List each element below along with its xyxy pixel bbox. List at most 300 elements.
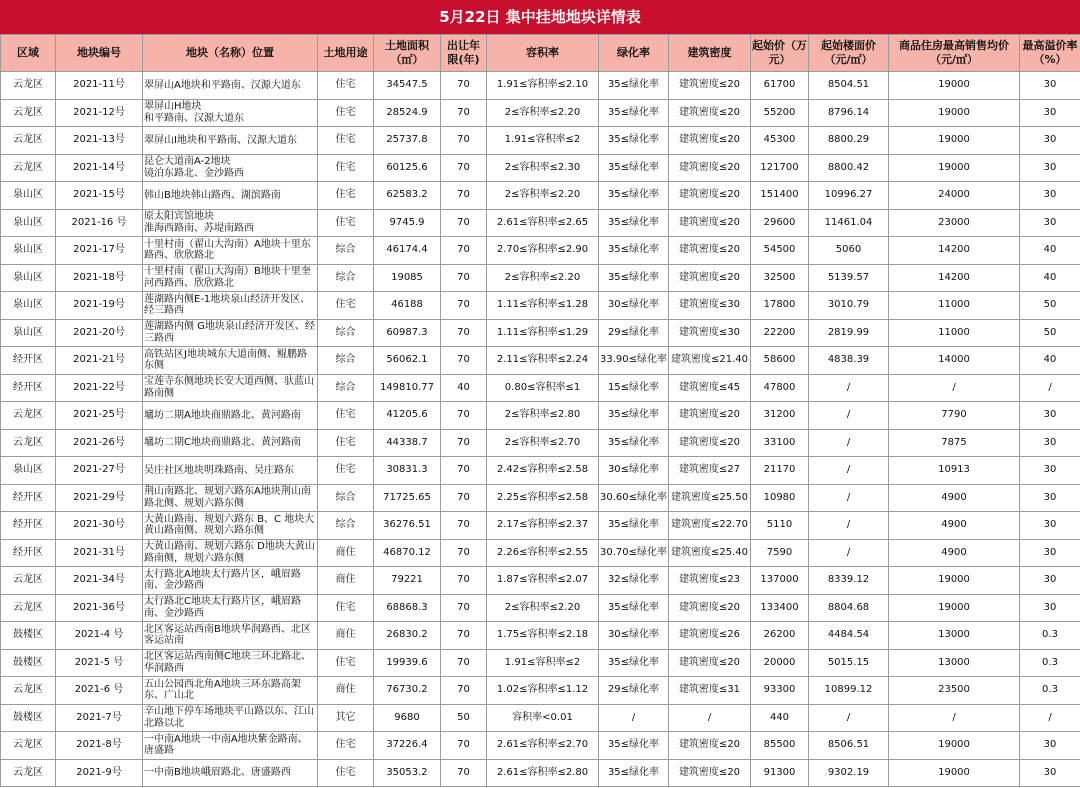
table-cell: / — [809, 512, 889, 540]
table-cell: 19000 — [889, 99, 1020, 127]
table-cell: 2021-27号 — [56, 457, 143, 485]
table-cell: 商住 — [318, 622, 374, 650]
table-cell: 建筑密度≤20 — [669, 759, 751, 787]
table-cell: 建筑密度≤20 — [669, 649, 751, 677]
table-cell: 5110 — [751, 512, 809, 540]
column-header: 地块（名称）位置 — [143, 35, 318, 72]
table-cell: 23500 — [889, 677, 1020, 705]
table-cell: 8504.51 — [809, 72, 889, 100]
table-cell: 云龙区 — [1, 402, 56, 430]
table-cell: 综合 — [318, 484, 374, 512]
table-cell: 79221 — [374, 567, 441, 595]
table-cell: 经开区 — [1, 484, 56, 512]
table-cell: 70 — [441, 127, 487, 155]
table-cell: 2≤容积率≤2.20 — [487, 594, 599, 622]
table-row — [1, 649, 1080, 677]
table-cell: 7790 — [889, 402, 1020, 430]
table-row — [1, 264, 1080, 292]
table-cell: 50 — [1020, 292, 1080, 320]
table-cell: 40 — [441, 374, 487, 402]
table-cell: 23000 — [889, 209, 1020, 237]
table-cell: 35≤绿化率 — [599, 594, 669, 622]
column-header: 起始楼面价（元/㎡） — [809, 35, 889, 72]
table-cell: 建筑密度≤30 — [669, 319, 751, 347]
table-cell: 综合 — [318, 264, 374, 292]
table-cell: 泉山区 — [1, 182, 56, 210]
table-cell: 2≤容积率≤2.20 — [487, 264, 599, 292]
table-cell: 30 — [1020, 209, 1080, 237]
table-cell: 8800.42 — [809, 154, 889, 182]
table-cell: 2021-8号 — [56, 732, 143, 760]
table-row — [1, 374, 1080, 402]
table-cell: 29600 — [751, 209, 809, 237]
table-cell: 壚坊二期C地块商鼎路北、黄河路南 — [143, 429, 318, 457]
table-cell: / — [809, 539, 889, 567]
table-cell: 翠屏山A地块和平路南、汉源大道东 — [143, 72, 318, 100]
table-row — [1, 622, 1080, 650]
table-row — [1, 237, 1080, 265]
table-cell: 8796.14 — [809, 99, 889, 127]
table-cell: 一中南B地块峨眉路北、唐盛路西 — [143, 759, 318, 787]
land-parcel-table — [0, 34, 1080, 787]
table-cell: 7875 — [889, 429, 1020, 457]
table-cell: 19000 — [889, 732, 1020, 760]
table-cell: 0.3 — [1020, 649, 1080, 677]
table-cell: 2≤容积率≤2.20 — [487, 99, 599, 127]
table-cell: 21170 — [751, 457, 809, 485]
table-cell: 综合 — [318, 347, 374, 375]
table-row — [1, 154, 1080, 182]
table-cell: 壚坊二期A地块商鼎路北、黄河路南 — [143, 402, 318, 430]
table-cell: 2021-11号 — [56, 72, 143, 100]
table-cell: 40 — [1020, 237, 1080, 265]
table-cell: 35≤绿化率 — [599, 732, 669, 760]
table-cell: 住宅 — [318, 127, 374, 155]
table-cell: 云龙区 — [1, 594, 56, 622]
table-cell: 2021-31号 — [56, 539, 143, 567]
table-cell: 56062.1 — [374, 347, 441, 375]
table-cell: 151400 — [751, 182, 809, 210]
table-cell: 建筑密度≤20 — [669, 72, 751, 100]
table-cell: 2.61≤容积率≤2.70 — [487, 732, 599, 760]
column-header: 最高溢价率（%） — [1020, 35, 1080, 72]
table-cell: 40 — [1020, 264, 1080, 292]
table-cell: 440 — [751, 704, 809, 732]
table-cell: 19000 — [889, 154, 1020, 182]
table-row — [1, 759, 1080, 787]
table-cell: 1.87≤容积率≤2.07 — [487, 567, 599, 595]
table-row — [1, 319, 1080, 347]
table-cell: 19000 — [889, 567, 1020, 595]
column-header: 绿化率 — [599, 35, 669, 72]
table-cell: 70 — [441, 319, 487, 347]
table-cell: 住宅 — [318, 154, 374, 182]
table-cell: 2021-19号 — [56, 292, 143, 320]
table-cell: 泉山区 — [1, 237, 56, 265]
table-cell: 1.02≤容积率≤1.12 — [487, 677, 599, 705]
table-cell: 0.80≤容积率≤1 — [487, 374, 599, 402]
table-row — [1, 209, 1080, 237]
table-cell: 35≤绿化率 — [599, 72, 669, 100]
table-cell: 30 — [1020, 484, 1080, 512]
table-row — [1, 402, 1080, 430]
table-cell: 37226.4 — [374, 732, 441, 760]
table-cell: 46174.4 — [374, 237, 441, 265]
table-cell: 85500 — [751, 732, 809, 760]
table-cell: 30 — [1020, 759, 1080, 787]
table-cell: 30 — [1020, 99, 1080, 127]
table-cell: 莲湖路内侧 G地块泉山经济开发区、经三路西 — [143, 319, 318, 347]
table-cell: 建筑密度≤20 — [669, 209, 751, 237]
table-cell: 11461.04 — [809, 209, 889, 237]
table-cell: 60987.3 — [374, 319, 441, 347]
table-cell: 10980 — [751, 484, 809, 512]
table-cell: 建筑密度≤20 — [669, 264, 751, 292]
table-cell: 原太阳宾馆地块 淮海西路南、苏堤南路西 — [143, 209, 318, 237]
table-cell: 云龙区 — [1, 72, 56, 100]
table-cell: 9680 — [374, 704, 441, 732]
table-cell: 住宅 — [318, 759, 374, 787]
table-cell: 鼓楼区 — [1, 704, 56, 732]
table-cell: 1.91≤容积率≤2 — [487, 127, 599, 155]
column-header: 起始价（万元） — [751, 35, 809, 72]
table-cell: 综合 — [318, 237, 374, 265]
table-cell: 2021-36号 — [56, 594, 143, 622]
table-cell: 30 — [1020, 594, 1080, 622]
column-header: 地块编号 — [56, 35, 143, 72]
table-cell: 70 — [441, 209, 487, 237]
table-cell: 泉山区 — [1, 264, 56, 292]
table-cell: 7590 — [751, 539, 809, 567]
table-cell: 云龙区 — [1, 732, 56, 760]
table-cell: 泉山区 — [1, 209, 56, 237]
table-cell: 11000 — [889, 319, 1020, 347]
table-cell: 2.17≤容积率≤2.37 — [487, 512, 599, 540]
table-cell: 2021-5 号 — [56, 649, 143, 677]
table-cell: 2021-17号 — [56, 237, 143, 265]
table-cell: 68868.3 — [374, 594, 441, 622]
table-cell: 北区客运站西南B地块华润路西、北区客运站南 — [143, 622, 318, 650]
table-cell: 36276.51 — [374, 512, 441, 540]
table-cell: 30 — [1020, 539, 1080, 567]
table-cell: 建筑密度≤20 — [669, 182, 751, 210]
table-cell: 133400 — [751, 594, 809, 622]
table-cell: 云龙区 — [1, 127, 56, 155]
table-cell: 2021-13号 — [56, 127, 143, 155]
table-cell: 4900 — [889, 539, 1020, 567]
table-cell: 住宅 — [318, 457, 374, 485]
table-cell: 住宅 — [318, 99, 374, 127]
table-cell: 泉山区 — [1, 292, 56, 320]
table-cell: 综合 — [318, 319, 374, 347]
table-cell: 建筑密度≤21.40 — [669, 347, 751, 375]
table-cell: 2021-15号 — [56, 182, 143, 210]
table-cell: 45300 — [751, 127, 809, 155]
table-cell: 70 — [441, 402, 487, 430]
table-cell: 91300 — [751, 759, 809, 787]
table-cell: 1.91≤容积率≤2 — [487, 649, 599, 677]
table-cell: 30≤绿化率 — [599, 292, 669, 320]
table-body — [1, 72, 1080, 787]
table-cell: 建筑密度≤20 — [669, 402, 751, 430]
table-cell: 2.11≤容积率≤2.24 — [487, 347, 599, 375]
table-cell: 70 — [441, 182, 487, 210]
table-cell: 云龙区 — [1, 154, 56, 182]
table-cell: 建筑密度≤20 — [669, 154, 751, 182]
table-cell: 8800.29 — [809, 127, 889, 155]
table-cell: 2021-26号 — [56, 429, 143, 457]
table-cell: 32≤绿化率 — [599, 567, 669, 595]
table-cell: 翠屏山H地块 和平路南、汉源大道东 — [143, 99, 318, 127]
table-cell: 2021-34号 — [56, 567, 143, 595]
table-cell: 30 — [1020, 402, 1080, 430]
table-cell: 4900 — [889, 512, 1020, 540]
table-cell: 2021-22号 — [56, 374, 143, 402]
table-cell: 40 — [1020, 347, 1080, 375]
table-cell: 建筑密度≤20 — [669, 237, 751, 265]
table-cell: 2≤容积率≤2.30 — [487, 154, 599, 182]
table-cell: 70 — [441, 512, 487, 540]
table-cell: 其它 — [318, 704, 374, 732]
table-cell: 经开区 — [1, 539, 56, 567]
table-row — [1, 567, 1080, 595]
table-cell: / — [1020, 704, 1080, 732]
table-cell: 29≤绿化率 — [599, 677, 669, 705]
table-cell: 0.3 — [1020, 677, 1080, 705]
table-cell: 70 — [441, 99, 487, 127]
table-cell: 5015.15 — [809, 649, 889, 677]
table-cell: 2819.99 — [809, 319, 889, 347]
table-cell: 2021-25号 — [56, 402, 143, 430]
column-header: 容积率 — [487, 35, 599, 72]
column-header: 商品住房最高销售均价（元/㎡） — [889, 35, 1020, 72]
table-cell: 泉山区 — [1, 319, 56, 347]
table-cell: 住宅 — [318, 182, 374, 210]
table-cell: 93300 — [751, 677, 809, 705]
table-cell: 61700 — [751, 72, 809, 100]
table-row — [1, 429, 1080, 457]
table-cell: 北区客运站西南侧C地块三环北路北、华润路西 — [143, 649, 318, 677]
table-cell: 2.26≤容积率≤2.55 — [487, 539, 599, 567]
table-cell: 商住 — [318, 567, 374, 595]
table-cell: 2.61≤容积率≤2.65 — [487, 209, 599, 237]
table-row — [1, 99, 1080, 127]
table-cell: 综合 — [318, 374, 374, 402]
table-cell: 9302.19 — [809, 759, 889, 787]
table-cell: 2021-16 号 — [56, 209, 143, 237]
table-cell: 十里村南（翟山大沟南）A地块十里东路西、欣欣路北 — [143, 237, 318, 265]
table-cell: 19000 — [889, 127, 1020, 155]
table-cell: 19000 — [889, 594, 1020, 622]
table-cell: 综合 — [318, 512, 374, 540]
table-cell: 58600 — [751, 347, 809, 375]
table-cell: 30 — [1020, 182, 1080, 210]
table-cell: 云龙区 — [1, 99, 56, 127]
table-cell: / — [809, 457, 889, 485]
table-cell: 鼓楼区 — [1, 622, 56, 650]
table-cell: 8804.68 — [809, 594, 889, 622]
table-cell: 26830.2 — [374, 622, 441, 650]
table-cell: 70 — [441, 594, 487, 622]
table-cell: 62583.2 — [374, 182, 441, 210]
table-cell: 30 — [1020, 457, 1080, 485]
table-cell: 2021-7号 — [56, 704, 143, 732]
table-cell: 70 — [441, 154, 487, 182]
table-cell: 高铁站区J地块城东大道南侧、鲲鹏路东侧 — [143, 347, 318, 375]
table-row — [1, 347, 1080, 375]
table-cell: 46870.12 — [374, 539, 441, 567]
table-cell: 0.3 — [1020, 622, 1080, 650]
table-cell: 70 — [441, 292, 487, 320]
table-cell: 70 — [441, 347, 487, 375]
table-cell: 46188 — [374, 292, 441, 320]
table-row — [1, 704, 1080, 732]
table-cell: 大黄山路南、规划六路东 D地块大黄山路南侧，规划六路东侧 — [143, 539, 318, 567]
table-cell: 35≤绿化率 — [599, 182, 669, 210]
table-cell: 50 — [1020, 319, 1080, 347]
table-cell: / — [809, 402, 889, 430]
table-cell: 建筑密度≤31 — [669, 677, 751, 705]
table-cell: 鼓楼区 — [1, 649, 56, 677]
table-cell: 30831.3 — [374, 457, 441, 485]
table-cell: 30 — [1020, 72, 1080, 100]
table-cell: 32500 — [751, 264, 809, 292]
table-cell: 70 — [441, 484, 487, 512]
table-cell: 住宅 — [318, 72, 374, 100]
table-cell: 70 — [441, 759, 487, 787]
table-row — [1, 72, 1080, 100]
table-cell: 17800 — [751, 292, 809, 320]
table-cell: 泉山区 — [1, 457, 56, 485]
table-cell: 41205.6 — [374, 402, 441, 430]
table-cell: 2≤容积率≤2.20 — [487, 182, 599, 210]
table-cell: 云龙区 — [1, 429, 56, 457]
table-cell: 50 — [441, 704, 487, 732]
table-row — [1, 182, 1080, 210]
table-cell: 辛山地下停车场地块平山路以东、江山北路以北 — [143, 704, 318, 732]
table-cell: 建筑密度≤45 — [669, 374, 751, 402]
table-cell: 70 — [441, 237, 487, 265]
table-cell: 26200 — [751, 622, 809, 650]
table-cell: 28524.9 — [374, 99, 441, 127]
table-cell: 70 — [441, 429, 487, 457]
table-row — [1, 484, 1080, 512]
table-cell: 建筑密度≤23 — [669, 567, 751, 595]
table-cell: / — [809, 374, 889, 402]
table-cell: 住宅 — [318, 292, 374, 320]
table-cell: 2≤容积率≤2.70 — [487, 429, 599, 457]
table-cell: 经开区 — [1, 512, 56, 540]
table-cell: 14200 — [889, 264, 1020, 292]
table-cell: 2021-29号 — [56, 484, 143, 512]
table-cell: 2≤容积率≤2.80 — [487, 402, 599, 430]
table-cell: 71725.65 — [374, 484, 441, 512]
table-cell: 商住 — [318, 677, 374, 705]
table-cell: 建筑密度≤27 — [669, 457, 751, 485]
table-cell: 149810.77 — [374, 374, 441, 402]
table-cell: 9745.9 — [374, 209, 441, 237]
table-cell: 35≤绿化率 — [599, 759, 669, 787]
table-cell: 13000 — [889, 622, 1020, 650]
table-cell: 55200 — [751, 99, 809, 127]
table-cell: 2.70≤容积率≤2.90 — [487, 237, 599, 265]
table-cell: 137000 — [751, 567, 809, 595]
table-cell: 44338.7 — [374, 429, 441, 457]
table-cell: / — [889, 704, 1020, 732]
table-cell: 35≤绿化率 — [599, 237, 669, 265]
table-cell: 4838.39 — [809, 347, 889, 375]
table-cell: 4484.54 — [809, 622, 889, 650]
table-cell: 10913 — [889, 457, 1020, 485]
table-cell: 70 — [441, 72, 487, 100]
table-cell: 荆山南路北、规划六路东A地块荆山南路北侧、规划六路东侧 — [143, 484, 318, 512]
table-cell: 建筑密度≤20 — [669, 127, 751, 155]
table-cell: 14000 — [889, 347, 1020, 375]
table-cell: 30 — [1020, 429, 1080, 457]
table-cell: / — [889, 374, 1020, 402]
table-row — [1, 677, 1080, 705]
table-cell: 建筑密度≤20 — [669, 429, 751, 457]
table-cell: 10899.12 — [809, 677, 889, 705]
table-cell: 建筑密度≤20 — [669, 732, 751, 760]
table-cell: 1.91≤容积率≤2.10 — [487, 72, 599, 100]
table-cell: 10996.27 — [809, 182, 889, 210]
table-cell: 2021-12号 — [56, 99, 143, 127]
table-cell: 25737.8 — [374, 127, 441, 155]
table-row — [1, 457, 1080, 485]
table-cell: 35≤绿化率 — [599, 264, 669, 292]
table-cell: 韩山B地块韩山路西、湖滨路南 — [143, 182, 318, 210]
table-cell: 建筑密度≤22.70 — [669, 512, 751, 540]
column-header: 土地用途 — [318, 35, 374, 72]
table-row — [1, 732, 1080, 760]
table-cell: 70 — [441, 539, 487, 567]
table-cell: 35≤绿化率 — [599, 99, 669, 127]
table-cell: 35≤绿化率 — [599, 512, 669, 540]
table-cell: 30 — [1020, 127, 1080, 155]
column-header: 区域 — [1, 35, 56, 72]
table-cell: 2021-9号 — [56, 759, 143, 787]
table-cell: 14200 — [889, 237, 1020, 265]
table-cell: 19085 — [374, 264, 441, 292]
column-header: 出让年限(年) — [441, 35, 487, 72]
table-cell: 35≤绿化率 — [599, 154, 669, 182]
table-cell: 35≤绿化率 — [599, 649, 669, 677]
table-cell: 4900 — [889, 484, 1020, 512]
table-cell: 11000 — [889, 292, 1020, 320]
table-cell: 54500 — [751, 237, 809, 265]
table-cell: 一中南A地块一中南A地块紫金路南、唐盛路 — [143, 732, 318, 760]
table-cell: 太行路北C地块太行路片区，峨眉路南、金沙路西 — [143, 594, 318, 622]
header-row — [1, 35, 1080, 72]
table-cell: 35≤绿化率 — [599, 429, 669, 457]
table-cell: 住宅 — [318, 649, 374, 677]
table-cell: 13000 — [889, 649, 1020, 677]
table-cell: 33100 — [751, 429, 809, 457]
table-cell: 5060 — [809, 237, 889, 265]
table-cell: 121700 — [751, 154, 809, 182]
table-cell: 70 — [441, 649, 487, 677]
table-cell: 30 — [1020, 154, 1080, 182]
table-row — [1, 127, 1080, 155]
table-cell: 35≤绿化率 — [599, 127, 669, 155]
table-cell: 70 — [441, 567, 487, 595]
table-cell: 1.11≤容积率≤1.28 — [487, 292, 599, 320]
table-cell: 2.61≤容积率≤2.80 — [487, 759, 599, 787]
table-cell: 8339.12 — [809, 567, 889, 595]
table-cell: 29≤绿化率 — [599, 319, 669, 347]
table-cell: 建筑密度≤25.40 — [669, 539, 751, 567]
